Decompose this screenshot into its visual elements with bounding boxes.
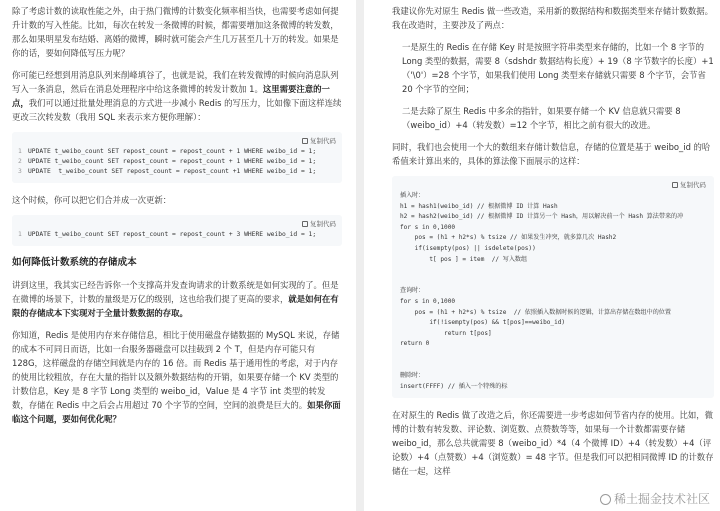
code-line: 删除时： [400, 372, 425, 380]
line-number: 1 [18, 231, 22, 238]
right-paragraph-3: 在对原生的 Redis 做了改造之后，你还需要进一步考虑如何节省内存的使用。比如，微博的计数有转发数、评论数、浏览数、点赞数等等，如果每一个计数都需要存储 weibo_id，那么总共就需要 8（weibo_id）*4（4 个微博 ID）+4（转发数）+4（评论数）+4（点赞数）+4（浏览数）= 48 字节。但是我们可以把相同微博 ID 的计数存储在一起，这样 [392, 410, 714, 477]
right-paragraph-2: 同时，我们也会使用一个大的数组来存储计数信息，存储的位置是基于 weibo_id 的哈希值来计算出来的，具体的算法像下面展示的这样： [392, 142, 711, 166]
left-p5-bold: 如果你面临这个问题，要如何优化呢？ [12, 400, 341, 424]
code-line [400, 265, 706, 276]
line-number: 2 [18, 158, 22, 165]
right-page [364, 0, 720, 511]
page-divider [356, 0, 364, 511]
code-line: pos = (h1 + h2*s) % tsize // 依照插入数据时候的逻辑，计算出存储在数组中的位置 [400, 308, 671, 316]
copy-label: 复制代码 [310, 220, 336, 228]
watermark [600, 490, 710, 507]
code-line: for s in 0,1000 [400, 297, 456, 305]
left-p4-bold: 就是如何在有限的存储成本下实现对于全量计数数据的存取。 [12, 294, 339, 318]
left-paragraph-5 [12, 328, 342, 426]
code-line: if(!isempty(pos) && t[pos]==weibo_id) [400, 319, 566, 327]
right-paragraph-1: 我建议你先对原生 Redis 做一些改造，采用新的数据结构和数据类型来存储计数数据。我在改造时，主要涉及了两点： [392, 6, 714, 30]
change-list [392, 40, 714, 132]
line-number: 3 [18, 168, 22, 175]
copy-code-button-3[interactable] [400, 180, 706, 191]
copy-label: 复制代码 [680, 181, 706, 189]
code-line: t[ pos ] = item // 写入数组 [400, 255, 528, 263]
left-p2-text-2: 我们可以通过批量处理消息的方式进一步减小 Redis 的写压力，比如像下面这样连续更改三次转发数（我用 SQL 来表示来方便你理解）： [12, 98, 342, 122]
left-p4-text: 讲到这里，我其实已经告诉你一个支撑高并发查询请求的计数系统是如何实现的了。但是在微博的场景下，计数的量级是万亿的级别，这也给我们提了更高的要求， [12, 280, 339, 304]
code-line: insert(FFFF) // 插入一个特殊的标 [400, 382, 508, 390]
code-block-2 [12, 215, 342, 246]
list-item-2: 二是去除了原生 Redis 中多余的指针，如果要存储一个 KV 信息就只需要 8（weibo_id）+4（转发数）=12 个字节，相比之前有很大的改进。 [402, 106, 681, 130]
code-line [400, 276, 706, 287]
section-heading: 如何降低计数系统的存储成本 [12, 257, 137, 268]
left-page [0, 0, 356, 511]
copy-icon [302, 138, 308, 144]
code-line: return t[pos] [400, 329, 492, 337]
copy-code-button-2[interactable] [18, 219, 336, 230]
list-item-1: 一是原生的 Redis 在存储 Key 时是按照字符串类型来存储的，比如一个 8 字节的 Long 类型的数据，需要 8（sdshdr 数据结构长度）+ 19（8 字节数字的长度）+1（'\0'）=28 个字节，如果我们使用 Long 类型来存储就只需要 8 个字节，会节省 20 个字节的空间； [402, 42, 714, 94]
code-text: UPDATE t_weibo_count SET repost_count = repost_count + 3 WHERE weibo_id = 1; [28, 231, 317, 238]
code-block-3 [392, 176, 714, 398]
left-p2-text: 你可能已经想到用消息队列来削峰填谷了，也就是说，我们在转发微博的时候向消息队列写入一条消息，然后在消息处理程序中给这条微博的转发计数加 1。 [12, 70, 339, 94]
code-line: 插入时： [400, 192, 425, 199]
code-block-1 [12, 132, 342, 183]
code-line: h1 = hash1(weibo_id) // 根据微博 ID 计算 Hash [400, 202, 558, 210]
code-line: if(isempty(pos) || isdelete(pos)) [400, 244, 536, 252]
code-line: 查询时： [400, 287, 425, 295]
code-line [400, 350, 706, 361]
left-paragraph-3: 这个时候，你可以把它们合并成一次更新： [12, 195, 172, 205]
code-line [18, 147, 336, 157]
code-line: for s in 0,1000 [400, 223, 456, 231]
copy-code-button-1[interactable] [18, 136, 336, 147]
juejin-logo-icon [600, 494, 611, 505]
left-paragraph-2 [12, 68, 342, 124]
code-line: pos = (h1 + h2*s) % tsize // 如果发生冲突，就多算几次 Hash2 [400, 234, 617, 242]
line-number: 1 [18, 148, 22, 155]
copy-label: 复制代码 [310, 137, 336, 145]
copy-icon [302, 221, 308, 227]
code-line: h2 = hash2(weibo_id) // 根据微博 ID 计算另一个 Hash，用以解决前一个 Hash 算法带来的冲 [400, 213, 684, 221]
code-line [400, 361, 706, 372]
watermark-text: 稀土掘金技术社区 [613, 492, 710, 506]
copy-icon [672, 182, 678, 188]
left-p5-text: 你知道，Redis 是使用内存来存储信息，相比于使用磁盘存储数据的 MySQL 来说，存储的成本不可同日而语，比如一台服务器磁盘可以挂载到 2 个 T，但是内存可能只有 128G，这样磁盘的存储空间就是内存的 16 倍。而 Redis 基于通用性的考虑，对于内存的使用比较粗放，存在大量的指针以及额外数据结构的开销，如果要存储一个 KV 类型的计数信息，Key 是 8 字节 Long 类型的 weibo_id，Value 是 4 字节 int 类型的转发数，存储在 Redis 中之后会占用超过 70 个字节的空间，空间的浪费是巨大的。 [12, 330, 340, 410]
code-line [18, 230, 336, 240]
code-line [18, 157, 336, 167]
left-paragraph-1: 除了考虑计数的读取性能之外，由于热门微博的计数变化频率相当快，也需要考虑如何提升计数的写入性能。比如，每次在转发一条微博的时候，都需要增加这条微博的转发数，那么如果明星发布结婚、离婚的微博，瞬时就可能会产生几万甚至几十万的转发。如果是你的话，要如何降低写压力呢？ [12, 6, 339, 58]
code-text: UPDATE t_weibo_count SET repost_count = repost_count + 1 WHERE weibo_id = 1; [28, 148, 317, 155]
left-p2-bold: 这里需要注意的一点， [12, 84, 330, 108]
code-text: UPDATE t_weibo_count SET repost_count = repost_count + 1 WHERE weibo_id = 1; [28, 158, 317, 165]
left-paragraph-4 [12, 278, 342, 320]
code-text: UPDATE t_weibo_count SET repost_count = repost_count +1 WHERE weibo_id = 1; [28, 168, 317, 175]
algorithm-code [400, 191, 706, 392]
code-line [18, 167, 336, 177]
code-line: return 0 [400, 340, 430, 348]
